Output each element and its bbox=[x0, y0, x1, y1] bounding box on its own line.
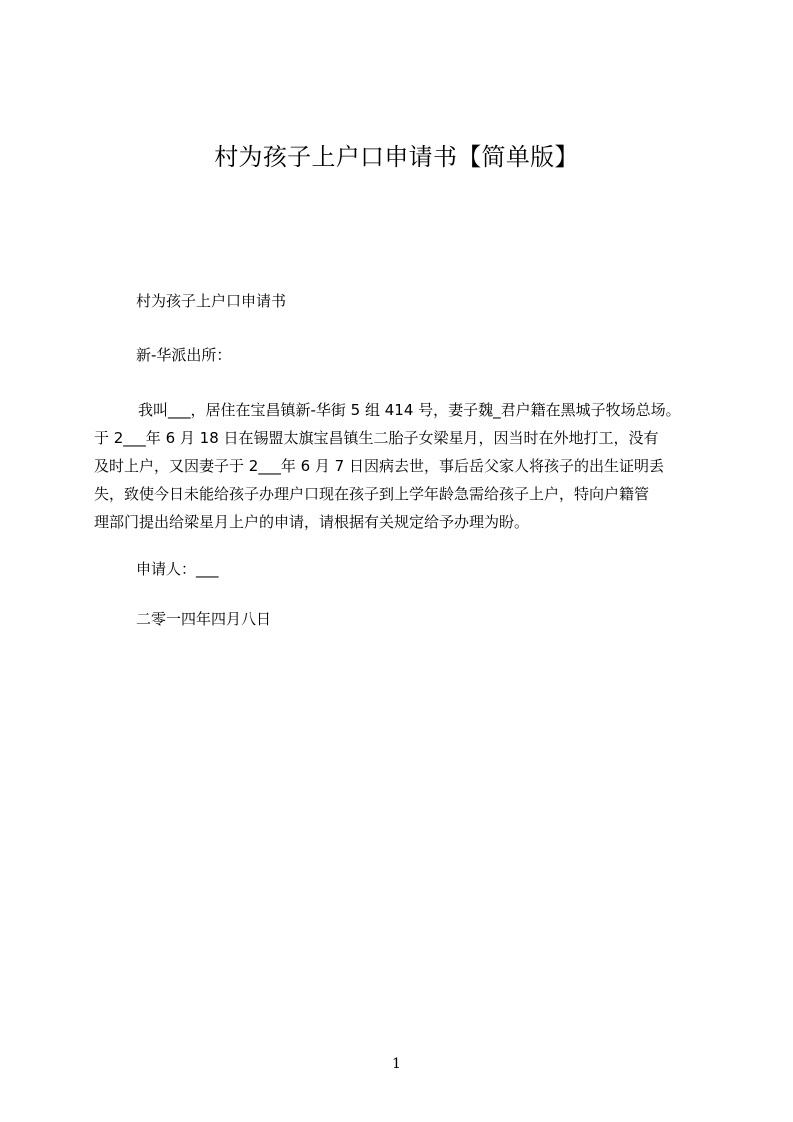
body-line: 于 2___年 6 月 18 日在锡盟太旗宝昌镇生二胎子女梁星月，因当时在外地打工，没有 bbox=[94, 429, 659, 447]
document-title: 村为孩子上户口申请书【简单版】 bbox=[214, 143, 579, 171]
addressee: 新-华派出所： bbox=[136, 346, 232, 364]
body-line: 及时上户，又因妻子于 2___年 6 月 7 日因病去世，事后岳父家人将孩子的出生证明丢 bbox=[94, 457, 664, 475]
body-line: 理部门提出给梁星月上户的申请，请根据有关规定给予办理为盼。 bbox=[94, 513, 530, 531]
letter-body bbox=[94, 396, 700, 536]
date-line: 二零一四年四月八日 bbox=[136, 610, 272, 628]
letter-heading: 村为孩子上户口申请书 bbox=[136, 292, 287, 310]
body-line: 失，致使今日未能给孩子办理户口现在孩子到上学年龄急需给孩子上户，特向户籍管 bbox=[94, 485, 650, 503]
body-line: 我叫___，居住在宝昌镇新-华街 5 组 414 号，妻子魏_君户籍在黑城子牧场总场。 bbox=[138, 401, 681, 419]
page-number: 1 bbox=[392, 1056, 401, 1072]
applicant-line: 申请人：___ bbox=[136, 560, 219, 578]
